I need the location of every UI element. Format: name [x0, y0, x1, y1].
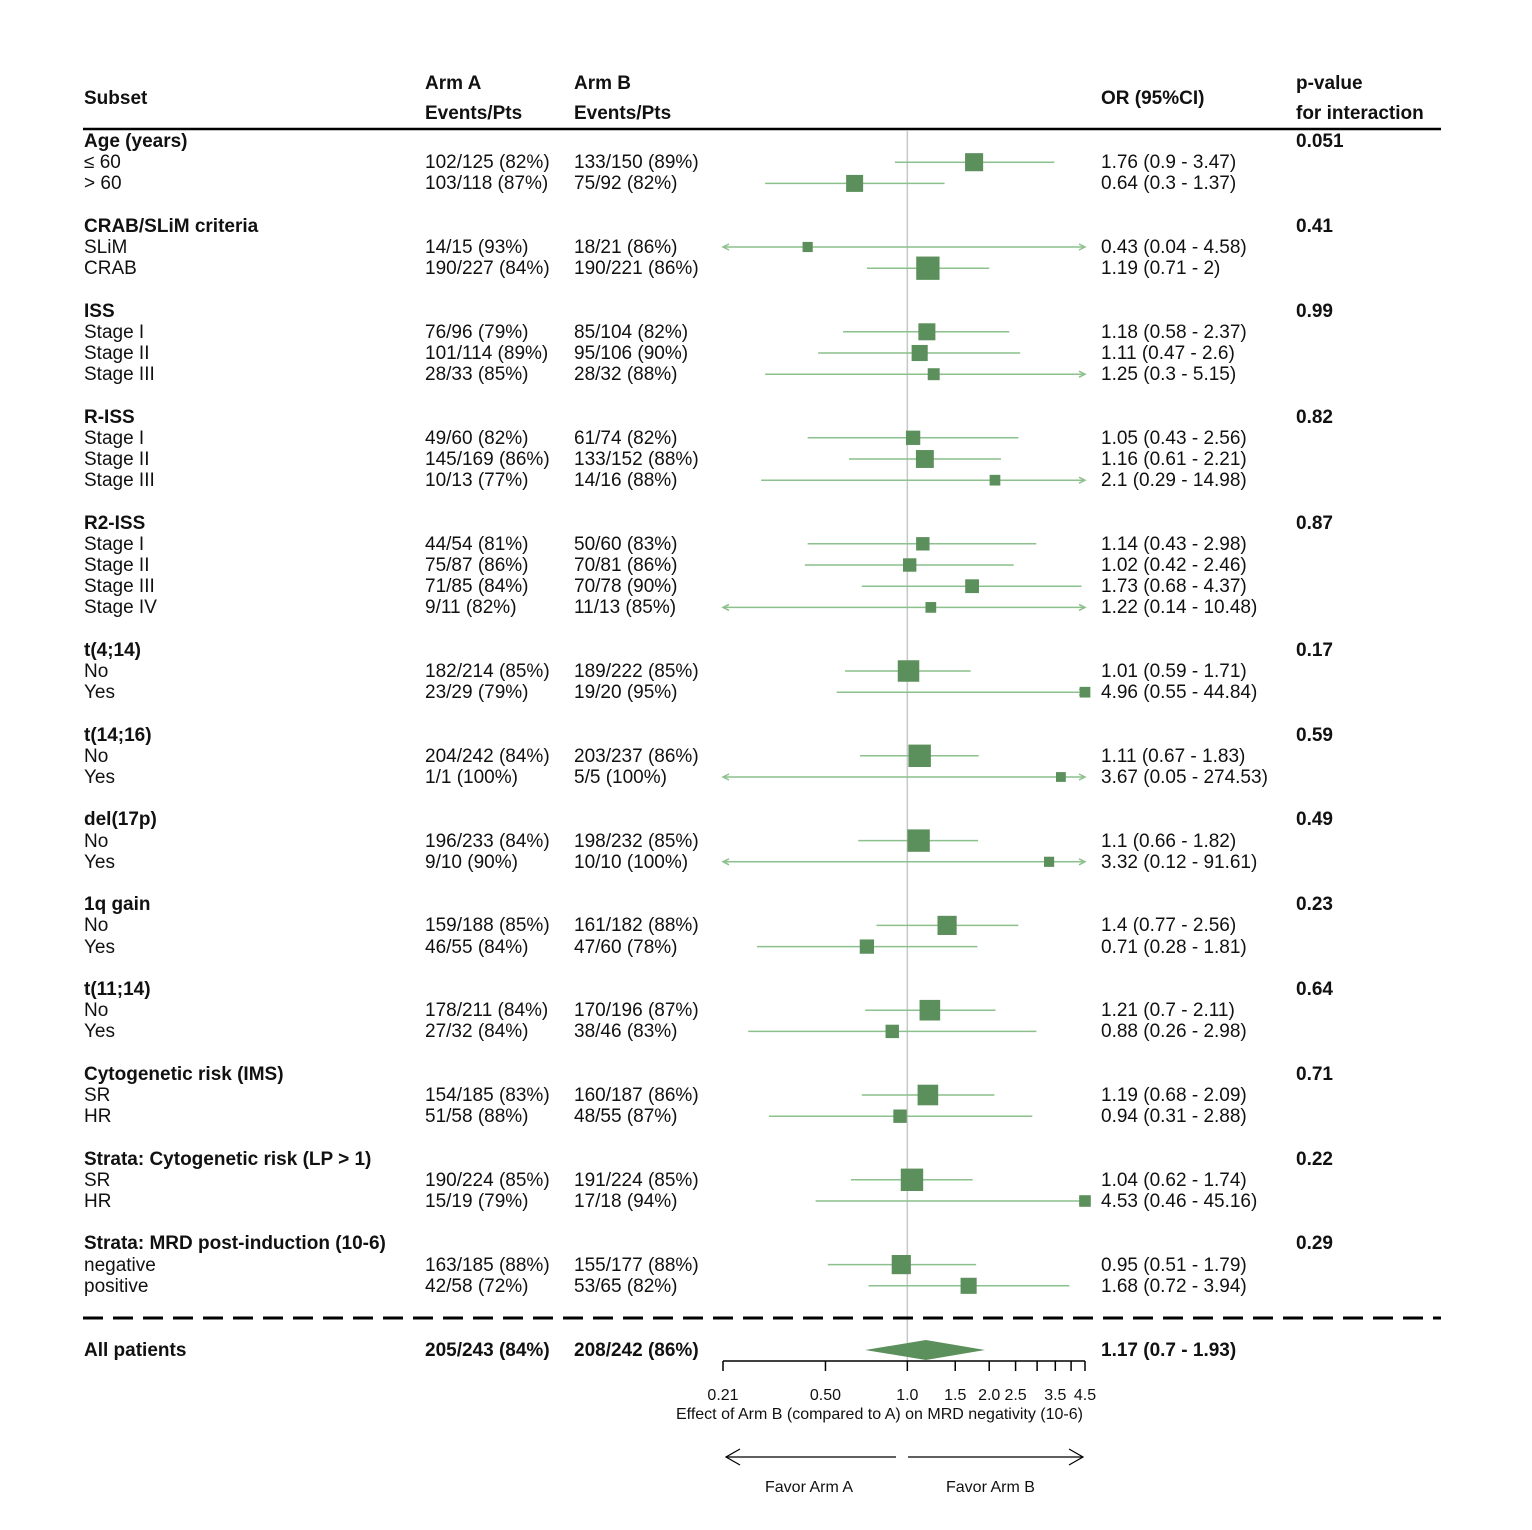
row-arm-a: 10/13 (77%) [425, 470, 529, 492]
point-estimate-square [965, 579, 979, 593]
row-or-ci: 1.19 (0.68 - 2.09) [1101, 1085, 1247, 1106]
point-estimate-square [886, 1025, 899, 1038]
group-p-value: 0.23 [1296, 894, 1333, 916]
row-or-ci: 1.02 (0.42 - 2.46) [1101, 555, 1247, 576]
point-estimate-square [1080, 687, 1091, 698]
header-arm-b: Arm B [574, 73, 632, 94]
row-arm-a: 9/11 (82%) [425, 597, 517, 619]
header-subset: Subset [84, 88, 148, 109]
row-arm-b: 75/92 (82%) [574, 173, 678, 195]
row-or-ci: 2.1 (0.29 - 14.98) [1101, 470, 1247, 492]
row-arm-a: 154/185 (83%) [425, 1085, 550, 1106]
x-tick-label: 3.5 [1044, 1387, 1067, 1404]
row-arm-a: 163/185 (88%) [425, 1254, 550, 1276]
point-estimate-square [846, 175, 863, 192]
row-or-ci: 1.21 (0.7 - 2.11) [1101, 1000, 1235, 1022]
overall-arm-b: 208/242 (86%) [574, 1340, 699, 1361]
row-arm-b: 133/152 (88%) [574, 449, 699, 470]
row-arm-a: 46/55 (84%) [425, 936, 529, 958]
row-arm-a: 9/10 (90%) [425, 851, 518, 873]
group-title: t(11;14) [84, 979, 151, 1000]
row-label: Stage I [84, 321, 145, 343]
group-title: Strata: Cytogenetic risk (LP > 1) [84, 1148, 372, 1170]
row-arm-b: 133/150 (89%) [574, 152, 699, 174]
row-arm-b: 47/60 (78%) [574, 936, 678, 958]
row-arm-a: 190/224 (85%) [425, 1169, 550, 1191]
row-or-ci: 1.73 (0.68 - 4.37) [1101, 576, 1247, 598]
row-label: Yes [84, 767, 115, 788]
row-arm-a: 145/169 (86%) [425, 449, 550, 470]
row-or-ci: 0.64 (0.3 - 1.37) [1101, 173, 1237, 195]
header-arm-a: Arm A [425, 73, 482, 94]
group-p-value: 0.29 [1296, 1233, 1333, 1255]
row-arm-b: 38/46 (83%) [574, 1021, 678, 1043]
row-arm-a: 178/211 (84%) [425, 1000, 549, 1022]
x-tick-label: 0.50 [809, 1387, 842, 1404]
row-arm-a: 14/15 (93%) [425, 237, 529, 258]
row-or-ci: 1.4 (0.77 - 2.56) [1101, 915, 1237, 937]
row-arm-b: 189/222 (85%) [574, 661, 699, 682]
row-label: ≤ 60 [84, 152, 121, 174]
group-title: t(14;16) [84, 724, 152, 746]
row-arm-b: 161/182 (88%) [574, 915, 699, 937]
row-label: Stage I [84, 427, 145, 449]
row-arm-b: 191/224 (85%) [574, 1169, 699, 1191]
point-estimate-square [925, 602, 936, 613]
group-p-value: 0.71 [1296, 1063, 1333, 1085]
row-label: SR [84, 1169, 111, 1191]
row-arm-b: 198/232 (85%) [574, 830, 699, 852]
group-title: ISS [84, 300, 115, 322]
row-arm-b: 5/5 (100%) [574, 767, 667, 788]
row-arm-b: 203/237 (86%) [574, 745, 699, 767]
row-arm-b: 95/106 (90%) [574, 343, 689, 364]
row-label: No [84, 745, 109, 767]
point-estimate-square [892, 1255, 911, 1274]
row-label: No [84, 661, 109, 682]
point-estimate-square [928, 368, 940, 380]
row-arm-b: 28/32 (88%) [574, 364, 678, 386]
row-arm-b: 48/55 (87%) [574, 1106, 678, 1128]
favor-arm-a-label: Favor Arm A [765, 1479, 854, 1496]
point-estimate-square [803, 242, 813, 252]
x-tick-label: 2.0 [978, 1387, 1001, 1404]
row-label: Stage IV [84, 597, 157, 619]
row-or-ci: 1.11 (0.47 - 2.6) [1101, 343, 1235, 364]
point-estimate-square [916, 537, 929, 550]
row-arm-b: 53/65 (82%) [574, 1275, 678, 1297]
group-p-value: 0.49 [1296, 809, 1333, 831]
row-or-ci: 1.76 (0.9 - 3.47) [1101, 152, 1237, 174]
overall-diamond [865, 1340, 985, 1360]
group-p-value: 0.41 [1296, 215, 1333, 237]
row-arm-a: 44/54 (81%) [425, 533, 529, 555]
point-estimate-square [916, 450, 934, 468]
row-arm-b: 170/196 (87%) [574, 1000, 699, 1022]
row-or-ci: 1.22 (0.14 - 10.48) [1101, 597, 1258, 619]
point-estimate-square [908, 745, 930, 767]
row-or-ci: 1.05 (0.43 - 2.56) [1101, 427, 1247, 449]
point-estimate-square [907, 829, 929, 851]
row-arm-b: 11/13 (85%) [574, 597, 677, 619]
row-arm-b: 19/20 (95%) [574, 682, 678, 704]
row-label: Stage III [84, 470, 155, 492]
row-or-ci: 3.32 (0.12 - 91.61) [1101, 851, 1258, 873]
row-label: Yes [84, 1021, 115, 1043]
header-arm-b-sub: Events/Pts [574, 103, 672, 124]
favor-arm-b-label: Favor Arm B [946, 1479, 1035, 1496]
point-estimate-square [860, 939, 874, 953]
row-arm-a: 71/85 (84%) [425, 576, 529, 598]
row-arm-b: 18/21 (86%) [574, 237, 678, 258]
x-tick-label: 1.0 [896, 1387, 919, 1404]
row-arm-b: 61/74 (82%) [574, 427, 678, 449]
row-label: Stage II [84, 343, 150, 364]
row-label: Yes [84, 682, 115, 704]
point-estimate-square [918, 1085, 939, 1106]
row-or-ci: 1.18 (0.58 - 2.37) [1101, 321, 1247, 343]
group-p-value: 0.82 [1296, 406, 1333, 428]
overall-label: All patients [84, 1340, 187, 1361]
point-estimate-square [961, 1278, 977, 1294]
row-label: No [84, 1000, 109, 1022]
row-or-ci: 1.19 (0.71 - 2) [1101, 258, 1221, 280]
point-estimate-square [898, 660, 920, 682]
header-p-value: p-value [1296, 73, 1363, 94]
header-arm-a-sub: Events/Pts [425, 103, 523, 124]
point-estimate-square [893, 1110, 906, 1123]
group-p-value: 0.87 [1296, 512, 1333, 534]
header-p-value-sub: for interaction [1296, 103, 1424, 124]
point-estimate-square [906, 431, 920, 445]
row-or-ci: 4.96 (0.55 - 44.84) [1101, 682, 1258, 704]
row-or-ci: 1.04 (0.62 - 1.74) [1101, 1169, 1247, 1191]
x-tick-label: 1.5 [944, 1387, 967, 1404]
row-label: CRAB [84, 258, 137, 280]
row-label: HR [84, 1191, 112, 1212]
group-p-value: 0.59 [1296, 724, 1333, 746]
x-axis-label: Effect of Arm B (compared to A) on MRD negativity (10-6) [676, 1406, 1083, 1423]
point-estimate-square [1044, 857, 1054, 867]
row-arm-b: 14/16 (88%) [574, 470, 678, 492]
row-or-ci: 1.01 (0.59 - 1.71) [1101, 661, 1247, 682]
group-title: del(17p) [84, 809, 157, 831]
group-title: Strata: MRD post-induction (10-6) [84, 1233, 386, 1255]
row-or-ci: 4.53 (0.46 - 45.16) [1101, 1191, 1258, 1212]
point-estimate-square [918, 323, 935, 340]
row-arm-b: 50/60 (83%) [574, 533, 678, 555]
row-or-ci: 1.16 (0.61 - 2.21) [1101, 449, 1247, 470]
row-or-ci: 0.94 (0.31 - 2.88) [1101, 1106, 1247, 1128]
point-estimate-square [1079, 1195, 1091, 1207]
point-estimate-square [912, 345, 928, 361]
row-arm-a: 103/118 (87%) [425, 173, 549, 195]
group-p-value: 0.22 [1296, 1148, 1333, 1170]
row-or-ci: 1.14 (0.43 - 2.98) [1101, 533, 1247, 555]
row-label: Stage III [84, 576, 155, 598]
group-p-value: 0.64 [1296, 979, 1333, 1000]
overall-arm-a: 205/243 (84%) [425, 1340, 550, 1361]
row-arm-b: 160/187 (86%) [574, 1085, 699, 1106]
row-or-ci: 1.68 (0.72 - 3.94) [1101, 1275, 1247, 1297]
row-arm-a: 159/188 (85%) [425, 915, 550, 937]
row-label: SLiM [84, 237, 128, 258]
overall-or: 1.17 (0.7 - 1.93) [1101, 1340, 1237, 1361]
group-p-value: 0.99 [1296, 300, 1333, 322]
point-estimate-square [920, 1000, 941, 1021]
row-arm-a: 196/233 (84%) [425, 830, 550, 852]
x-tick-label: 0.21 [707, 1387, 739, 1404]
group-title: 1q gain [84, 894, 151, 916]
x-tick-label: 2.5 [1004, 1387, 1027, 1404]
point-estimate-square [990, 475, 1001, 486]
row-arm-b: 155/177 (88%) [574, 1254, 699, 1276]
row-arm-a: 51/58 (88%) [425, 1106, 529, 1128]
row-arm-b: 70/78 (90%) [574, 576, 678, 598]
group-title: Age (years) [84, 131, 188, 152]
row-arm-a: 182/214 (85%) [425, 661, 550, 682]
row-arm-b: 17/18 (94%) [574, 1191, 678, 1212]
row-arm-a: 23/29 (79%) [425, 682, 529, 704]
row-label: > 60 [84, 173, 122, 195]
row-or-ci: 0.71 (0.28 - 1.81) [1101, 936, 1247, 958]
row-label: negative [84, 1254, 156, 1276]
row-label: Stage II [84, 449, 150, 470]
row-or-ci: 3.67 (0.05 - 274.53) [1101, 767, 1268, 788]
row-label: No [84, 830, 109, 852]
row-arm-a: 42/58 (72%) [425, 1275, 529, 1297]
row-arm-a: 15/19 (79%) [425, 1191, 529, 1212]
row-label: Stage I [84, 533, 145, 555]
row-label: No [84, 915, 109, 937]
point-estimate-square [916, 257, 939, 280]
row-arm-a: 102/125 (82%) [425, 152, 550, 174]
row-arm-a: 101/114 (89%) [425, 343, 549, 364]
row-arm-a: 27/32 (84%) [425, 1021, 529, 1043]
row-arm-a: 49/60 (82%) [425, 427, 529, 449]
row-label: SR [84, 1085, 111, 1106]
row-arm-a: 75/87 (86%) [425, 555, 529, 576]
row-arm-b: 190/221 (86%) [574, 258, 699, 280]
row-or-ci: 0.95 (0.51 - 1.79) [1101, 1254, 1247, 1276]
row-or-ci: 1.11 (0.67 - 1.83) [1101, 745, 1246, 767]
group-p-value: 0.051 [1296, 131, 1344, 152]
point-estimate-square [901, 1169, 923, 1191]
row-or-ci: 1.25 (0.3 - 5.15) [1101, 364, 1237, 386]
row-or-ci: 0.88 (0.26 - 2.98) [1101, 1021, 1247, 1043]
point-estimate-square [903, 558, 916, 571]
group-title: R-ISS [84, 406, 135, 428]
row-arm-b: 70/81 (86%) [574, 555, 678, 576]
row-arm-b: 85/104 (82%) [574, 321, 689, 343]
header-or: OR (95%CI) [1101, 88, 1205, 109]
row-label: Yes [84, 936, 115, 958]
row-or-ci: 1.1 (0.66 - 1.82) [1101, 830, 1237, 852]
row-label: positive [84, 1275, 149, 1297]
group-title: Cytogenetic risk (IMS) [84, 1063, 284, 1085]
row-arm-a: 190/227 (84%) [425, 258, 550, 280]
group-p-value: 0.17 [1296, 639, 1333, 661]
row-label: Stage II [84, 555, 150, 576]
row-arm-a: 1/1 (100%) [425, 767, 518, 788]
group-title: R2-ISS [84, 512, 146, 534]
x-tick-label: 4.5 [1073, 1387, 1097, 1404]
point-estimate-square [965, 153, 983, 171]
row-arm-a: 28/33 (85%) [425, 364, 529, 386]
row-arm-a: 204/242 (84%) [425, 745, 550, 767]
point-estimate-square [1056, 772, 1066, 782]
row-arm-b: 10/10 (100%) [574, 851, 689, 873]
row-label: HR [84, 1106, 112, 1128]
row-or-ci: 0.43 (0.04 - 4.58) [1101, 237, 1247, 258]
row-label: Stage III [84, 364, 155, 386]
row-arm-a: 76/96 (79%) [425, 321, 529, 343]
row-label: Yes [84, 851, 115, 873]
point-estimate-square [938, 916, 957, 935]
group-title: t(4;14) [84, 639, 142, 661]
group-title: CRAB/SLiM criteria [84, 215, 259, 237]
